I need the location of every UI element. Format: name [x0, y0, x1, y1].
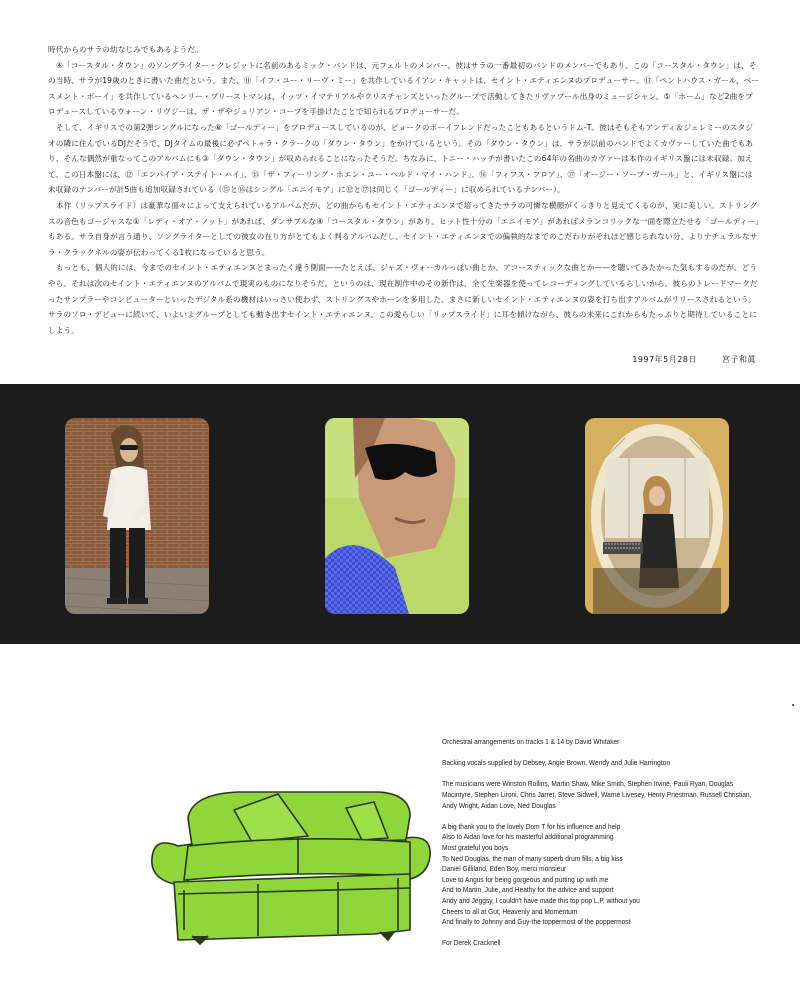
thanks-line: A big thank you to the lovely Dom T for his influence and help [442, 823, 621, 831]
article-paragraph: もっとも、個人的には、今までのセイント・エティエンヌとまったく違う側面——たとえば、ジャズ・ヴォーカルっぽい曲とか、アコースティックな曲とか——を聴いてみたかった気もするのだが、どうやら、それは次のセイント・エティエンヌのアルバムで現実のものになりそうだ。というのは、現在制作中のその新作は、全て生楽器を使ってレコーディングしているらしいから。彼らのトレードマークだったサンプラーやコンピューターといったデジタル系の機材はいっさい使わず、ストリングスやホーンを多用した、まさに新しいセイント・エティエンヌの姿を打ち出すアルバムがリリースされるという。サラのソロ・デビューに続いて、いよいよグループとしても動き出すセイント・エティエンヌ。この愛らしい「リップスライド」に耳を傾けながら、彼らの未来にこれからもたっぷりと期待していることにしよう。 [48, 263, 758, 335]
thanks-line: Cheers to all at Gut, Heavenly and Momentum [442, 908, 578, 916]
thanks-line: Also to Aidan love for his masterful additional programming [442, 834, 614, 842]
thanks-line: Love to Angus for being gorgeous and putting up with me [442, 876, 609, 884]
article-signature [610, 354, 756, 365]
credits-backing-vocals: Backing vocals supplied by Debsey, Angie Brown, Wendy and Julie Harrington [442, 760, 670, 768]
article-body [48, 42, 760, 338]
photo-woman-fisheye [585, 418, 729, 614]
article-date: 1997年5月28日 [632, 355, 697, 364]
thanks-line: Andy and Jeggsy, I couldn't have made this top pop L.P. without you [442, 897, 640, 905]
thanks-line: Daniel Gilliland, Eden Boy, merci monsieur [442, 866, 567, 874]
credits-dedication: For Derek Cracknell [442, 940, 501, 948]
thanks-line: Most grateful you boys [442, 844, 509, 852]
photo-woman-brick-wall [65, 418, 209, 614]
credits-orchestral: Orchestral arrangements on tracks 1 & 14 by David Whitaker [442, 739, 620, 746]
article-author: 宮子和眞 [722, 355, 756, 364]
album-credits [442, 738, 762, 960]
thanks-line: And to Martin, Julie, and Heathy for the advice and support [442, 887, 614, 895]
thanks-line: To Ned Douglas, the man of many superb drum fills, a big kiss [442, 855, 623, 863]
article-paragraph: 時代からのサラの幼なじみでもあるようだ。 [48, 45, 203, 54]
sofa-illustration [148, 780, 434, 946]
photo-band [0, 384, 800, 644]
photo-woman-sunglasses [325, 418, 469, 614]
article-paragraph: ④「コースタル・タウン」のソングライター・クレジットに名前のあるミック・バンドは、元フェルトのメンバー。彼はサラの一番最初のバンドのメンバーでもあり、この「コースタル・タウン」は、その当時、サラが19歳のときに書いた曲だという。また、⑪「イフ・ユー・リーヴ・ミー」を共作しているイアン・キャットは、セイント・エティエンヌのプロデューサー。⑬「ペントハウス・ガール、ベースメント・ボーイ」を共作しているヘンリー・プリーストマンは、イッツ・イマテリアルやクリスチャンズといったグループで活動してきたリヴァプール出身のミュージシャン。⑤「ホーム」など2曲をプロデュースしているウォーン・リヴジーは、ザ・ザやジュリアン・コープを手掛けたことで知られるプロデューサーだ。 [48, 60, 760, 117]
article-paragraph: 本作（リップスライド）は豪華な面々によって支えられているアルバムだが、どの曲からもセイント・エティエンヌで培ってきたサラの可憐な横顔がくっきりと見えてくるのが、実に美しい。ストリングスの音色もゴージャスな①「レディ・オア・ノット」があれば、ダンサブルな④「コースタル・タウン」があり。ヒット性十分の「エニイモア」があればメランコリックな一面を際立たせる「ゴールディー」もある。サラ自身が言う通り、ソングライターとしての彼女の在り方がとてもよく判るアルバムだし、セイント・エティエンヌでの偏執的なまでのこだわりがそれほど感じられない分、よりナチュラルなサラ・クラックネルの姿が伝わってくる1枚になっていると思う。 [48, 200, 760, 257]
credits-thanks [442, 823, 762, 929]
page-edge-mark [792, 704, 794, 706]
credits-musicians: The musicians were Winston Rollins, Martin Shaw, Mike Smith, Stephen Irvine, Pauli Ryan, Douglas Macintyre, Stephen Lironi, Chris Jarret, Steve Sidwell, Warne Livesey, Henry Priestman, Russell Christian, Andy Wright, Aidan Love, Ned Douglas [442, 781, 752, 810]
article-paragraph: そして、イギリスでの第2弾シングルになった⑧「ゴールディー」をプロデュースしているのが、ビョークのボーイフレンドだったこともあるというドム-T。彼はそもそもアンディ＆ジェレミーのスタジオの隣に住んでいるDJだそうで、DJタイムの最後に必ずペトゥラ・クラークの「ダウン・タウン」をかけているという。その「ダウン・タウン」は、サラが以前のバンドでよくカヴァーしていた曲でもあり、そんな偶然が重なってこのアルバムにも③「ダウン・タウン」が収められることになったそうだ。ちなみに、トニー・ハッチが書いたこの64年の名曲のカヴァーは本作のイギリス盤には未収録。加えて、この日本盤には、⑫「エンパイア・ステイト・ハイ」、⑮「ザ・フィーリング・ホエン・ユー・ヘルド・マイ・ハンド」、⑯「フィフス・フロア」、⑰「オージー・ソープ・ガール」と、イギリス盤には未収録のナンバーが計5曲も追加収録されている（⑮と⑯はシングル「エニイモア」に⑫と⑰は同じく「ゴールディー」に収められているナンバー）。 [48, 122, 754, 195]
thanks-line: And finally to Johnny and Guy-the toppermost of the poppermost [442, 919, 631, 927]
